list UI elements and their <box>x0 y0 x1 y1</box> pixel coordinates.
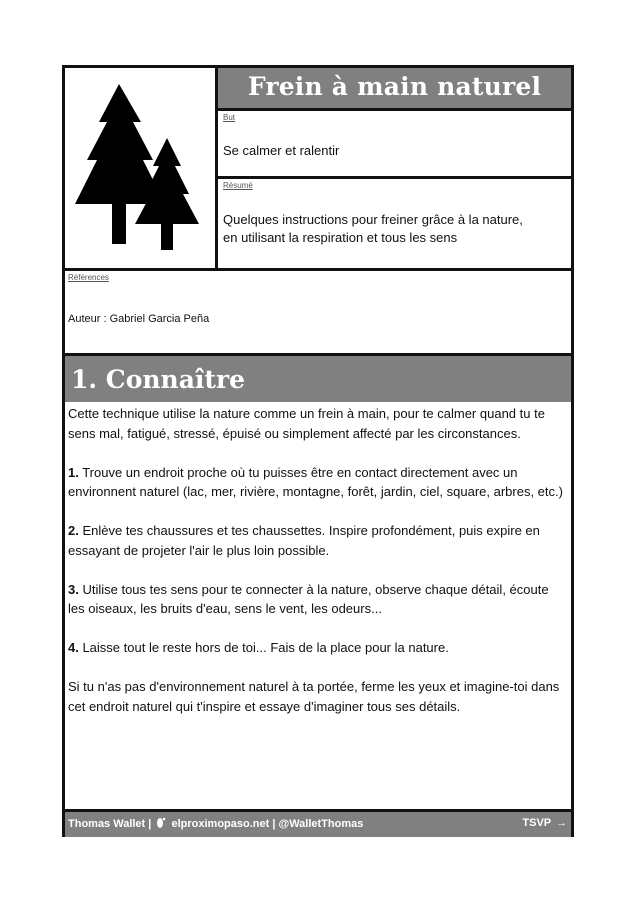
arrow-right-icon: → <box>556 817 567 829</box>
step-text: Laisse tout le reste hors de toi... Fais de la place pour la nature. <box>78 640 449 655</box>
footer-credits <box>68 817 363 830</box>
goal-text: Se calmer et ralentir <box>223 143 340 158</box>
card-header <box>65 68 571 271</box>
step-text: Enlève tes chaussures et tes chaussettes. Inspire profondément, puis expire en essayant de projeter l'air le plus loin possible. <box>68 523 540 558</box>
step-text: Utilise tous tes sens pour te connecter à la nature, observe chaque détail, écoute les oiseaux, les bruits d'eau, sens le vent, les odeurs... <box>68 581 549 616</box>
references-label: Références <box>68 273 109 282</box>
next-page-link[interactable] <box>522 817 567 829</box>
goal-cell <box>218 111 571 179</box>
step-text: Trouve un endroit proche où tu puisses être en contact directement avec un environnent naturel (lac, mer, rivière, montagne, forêt, jardin, ciel, square, arbres, etc.) <box>68 464 563 499</box>
logo-cell <box>65 68 218 268</box>
section-body <box>68 404 568 736</box>
pine-trees-icon <box>73 82 203 252</box>
summary-cell <box>218 179 571 268</box>
step-number: 1. <box>68 464 79 480</box>
step-1 <box>68 463 568 502</box>
technique-card <box>62 65 574 837</box>
step-number: 2. <box>68 523 79 538</box>
footprint-icon <box>156 817 166 829</box>
page-title: Frein à main naturel <box>247 72 542 101</box>
references-section <box>65 271 571 356</box>
title-bar <box>218 68 571 111</box>
footer-site-link[interactable]: elproximopaso.net | @WalletThomas <box>171 818 364 830</box>
intro-paragraph: Cette technique utilise la nature comme un frein à main, pour te calmer quand tu te sens mal, fatigué, stressé, épuisé ou simplement affecté par les circonstances. <box>68 406 545 441</box>
author-text: Auteur : Gabriel Garcia Peña <box>68 313 210 325</box>
section-title: 1. Connaître <box>71 365 246 394</box>
step-number: 4. <box>68 640 79 655</box>
footer-author: Thomas Wallet | <box>68 818 152 830</box>
step-number: 3. <box>68 581 79 597</box>
summary-label: Résumé <box>223 181 253 190</box>
footer-bar <box>65 809 571 837</box>
outro-paragraph: Si tu n'as pas d'environnement naturel à ta portée, ferme les yeux et imagine-toi dans cet endroit naturel qui t'inspire et essaye d'imaginer tous ses détails. <box>68 679 560 714</box>
summary-line-2: en utilisant la respiration et tous les sens <box>223 230 458 245</box>
goal-label: But <box>223 113 236 122</box>
next-label: TSVP <box>522 817 551 829</box>
step-3 <box>68 580 568 619</box>
step-2 <box>68 521 568 560</box>
step-4 <box>68 638 568 658</box>
section-header <box>65 356 571 402</box>
summary-line-1: Quelques instructions pour freiner grâce à la nature, <box>223 212 523 227</box>
